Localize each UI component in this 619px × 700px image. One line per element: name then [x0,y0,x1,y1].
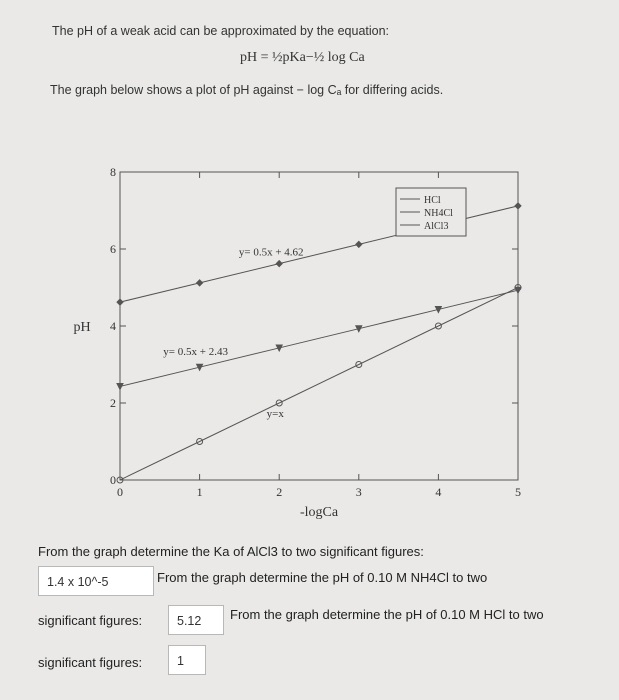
legend-label-nh4cl: NH4Cl [424,208,453,219]
ph-chart [0,150,619,530]
graph-caption: The graph below shows a plot of pH against − log Cₐ for differing acids. [50,83,444,97]
ph-chart-svg [0,150,619,530]
data-point-nh4cl [197,280,203,286]
question-hcl: From the graph determine the pH of 0.10 M HCl to two [230,607,544,622]
y-tick-label: 2 [110,396,116,410]
legend-label-alcl3: AlCl3 [424,221,449,232]
question-nh4cl-cont: significant figures: [38,613,143,628]
data-point-nh4cl [117,299,123,305]
x-tick-label: 1 [196,485,203,499]
legend-label-hcl: HCl [424,195,441,206]
data-point-nh4cl [356,241,362,247]
x-axis-label: -logCa [299,505,339,520]
answer-hcl-input[interactable]: 1 [168,645,206,675]
annotation-alcl3: y= 0.5x + 2.43 [163,346,228,359]
annotation-hcl: y=x [266,408,284,420]
x-tick-label: 4 [435,485,442,499]
y-tick-label: 8 [110,165,116,179]
question-nh4cl: From the graph determine the pH of 0.10 M NH4Cl to two [157,570,488,585]
data-point-nh4cl [515,203,521,209]
x-tick-label: 0 [117,485,123,499]
y-axis-label: pH [73,320,91,335]
y-tick-label: 4 [110,319,116,333]
ph-equation: pH = ½pKa−½ log Ca [240,50,365,65]
intro-text: The pH of a weak acid can be approximated by the equation: [52,24,390,38]
series-line-alcl3 [120,290,518,386]
y-tick-label: 6 [110,242,116,256]
series-line-hcl [120,288,518,481]
question-ka: From the graph determine the Ka of AlCl3 to two significant figures: [38,544,424,559]
answer-ka-input[interactable]: 1.4 x 10^-5 [38,566,154,596]
annotation-nh4cl: y= 0.5x + 4.62 [238,246,304,259]
x-tick-label: 5 [515,485,521,499]
x-tick-label: 2 [276,485,283,499]
answer-nh4cl-input[interactable]: 5.12 [168,605,224,635]
x-tick-label: 3 [355,485,362,499]
y-tick-label: 0 [110,473,116,487]
data-point-nh4cl [276,261,282,267]
question-hcl-cont: significant figures: [38,655,143,670]
